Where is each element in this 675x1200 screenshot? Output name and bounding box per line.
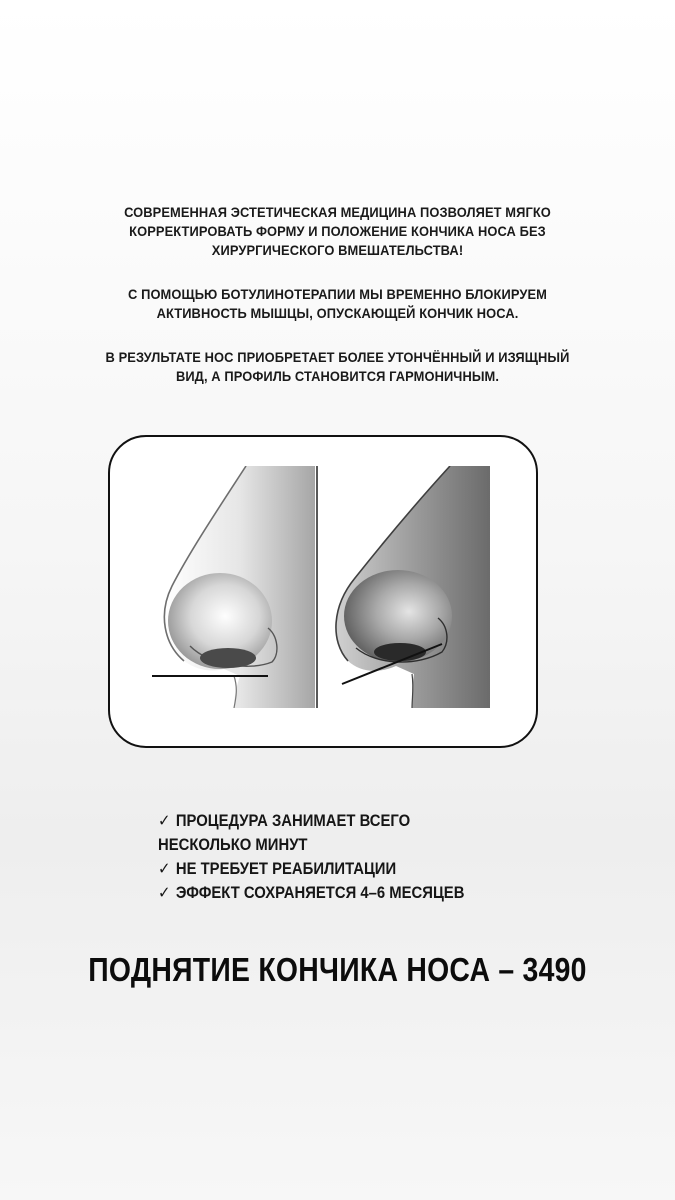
intro-paragraph-2: С ПОМОЩЬЮ БОТУЛИНОТЕРАПИИ МЫ ВРЕМЕННО БЛОКИРУЕМ АКТИВНОСТЬ МЫШЦЫ, ОПУСКАЮЩЕЙ КОНЧИК НОСА. <box>128 286 547 321</box>
check-icon: ✓ <box>158 812 171 830</box>
nose-before-after-illustration <box>150 466 490 708</box>
benefit-item <box>158 881 536 905</box>
benefits-list <box>158 809 536 905</box>
benefit-text: НЕ ТРЕБУЕТ РЕАБИЛИТАЦИИ <box>175 860 397 878</box>
intro-text <box>91 203 583 411</box>
check-icon: ✓ <box>158 860 171 878</box>
intro-paragraph-1: СОВРЕМЕННАЯ ЭСТЕТИЧЕСКАЯ МЕДИЦИНА ПОЗВОЛЯЕТ МЯГКО КОРРЕКТИРОВАТЬ ФОРМУ И ПОЛОЖЕНИЕ КОНЧИКА НОСА БЕЗ ХИРУРГИЧЕСКОГО ВМЕШАТЕЛЬСТВА! <box>124 204 551 258</box>
benefit-item <box>158 857 536 881</box>
nose-after-drawing <box>336 466 490 708</box>
benefit-text: ЭФФЕКТ СОХРАНЯЕТСЯ 4–6 МЕСЯЦЕВ <box>175 884 465 902</box>
nose-before-drawing <box>152 466 315 708</box>
check-icon: ✓ <box>158 884 171 902</box>
benefit-text: ПРОЦЕДУРА ЗАНИМАЕТ ВСЕГО НЕСКОЛЬКО МИНУТ <box>158 812 411 854</box>
intro-paragraph-3: В РЕЗУЛЬТАТЕ НОС ПРИОБРЕТАЕТ БОЛЕЕ УТОНЧЁННЫЙ И ИЗЯЩНЫЙ ВИД, А ПРОФИЛЬ СТАНОВИТСЯ ГАРМОНИЧНЫМ. <box>105 349 570 384</box>
price-title: ПОДНЯТИЕ КОНЧИКА НОСА – 3490 <box>88 951 587 988</box>
benefit-item <box>158 809 464 857</box>
